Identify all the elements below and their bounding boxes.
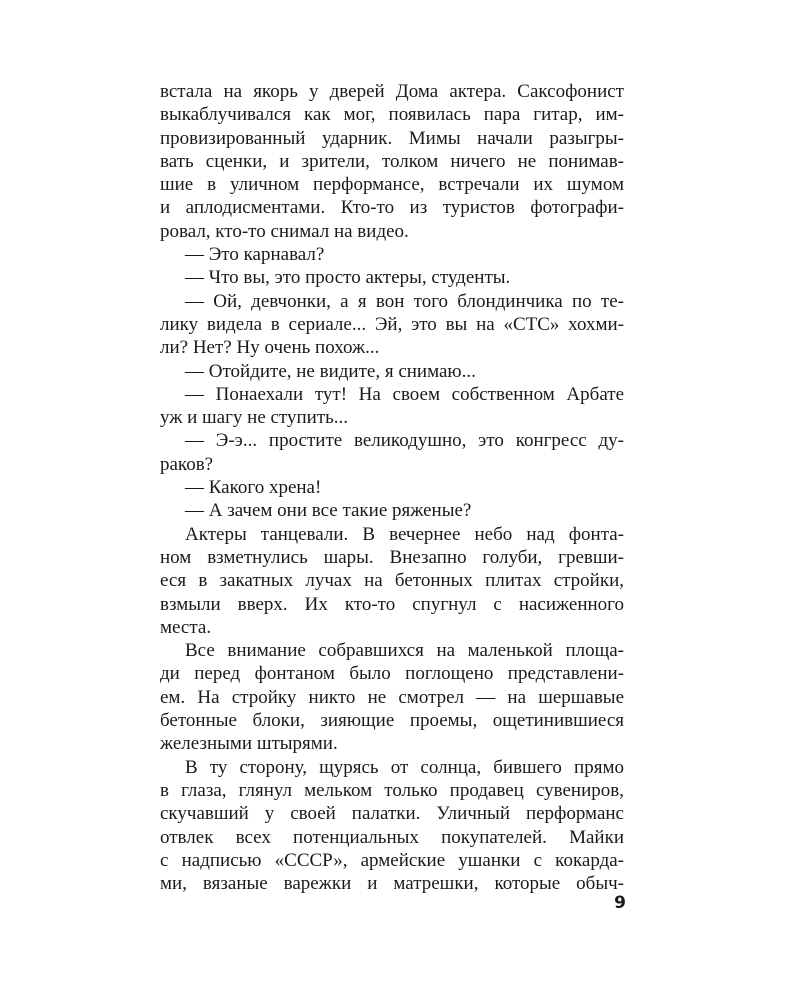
dialogue-line: — Э-э... простите великодушно, это конгресс ду- xyxy=(185,430,624,452)
page-body-text xyxy=(160,80,624,895)
dialogue-line: — А зачем они все такие ряженые? xyxy=(185,500,472,522)
paragraph-line: В ту сторону, щурясь от солнца, бившего прямо xyxy=(185,756,624,778)
text-line: встала на якорь у дверей Дома актера. Саксофонист xyxy=(160,81,624,102)
text-line: еся в закатных лучах на бетонных плитах стройки, xyxy=(160,570,624,592)
text-line: в глаза, глянул мельком только продавец сувениров, xyxy=(160,779,624,801)
text-line: железными штырями. xyxy=(160,733,338,755)
text-line: раков? xyxy=(160,453,214,475)
text-line: отвлек всех потенциальных покупателей. Майки xyxy=(160,826,624,848)
text-line: ди перед фонтаном было поглощено представлени- xyxy=(160,663,624,685)
text-line: уж и шагу не ступить... xyxy=(160,407,349,429)
text-line: шие в уличном перформансе, встречали их шумом xyxy=(160,174,624,196)
dialogue-line: — Ой, девчонки, а я вон того блондинчика по те- xyxy=(185,290,624,312)
text-line: ем. На стройку никто не смотрел — на шершавые xyxy=(160,686,624,708)
text-line: вать сценки, и зрители, толком ничего не понимав- xyxy=(160,150,624,172)
dialogue-line: — Понаехали тут! На своем собственном Арбате xyxy=(185,383,624,405)
text-line: провизированный ударник. Мимы начали разыгры- xyxy=(160,127,624,149)
text-line: ли? Нет? Ну очень похож... xyxy=(160,337,380,359)
text-line: взмыли вверх. Их кто-то спугнул с насиженного xyxy=(160,593,624,615)
text-line: скучавший у своей палатки. Уличный перформанс xyxy=(160,803,624,825)
dialogue-line: — Какого хрена! xyxy=(185,477,322,499)
paragraph-line: Актеры танцевали. В вечернее небо над фонта- xyxy=(185,523,624,545)
dialogue-line: — Что вы, это просто актеры, студенты. xyxy=(185,267,511,289)
text-line: с надписью «СССР», армейские ушанки с кокарда- xyxy=(160,849,624,871)
text-line: бетонные блоки, зияющие проемы, ощетинившиеся xyxy=(160,710,624,732)
text-line: выкаблучивался как мог, появилась пара гитар, им- xyxy=(160,104,624,126)
text-line: ровал, кто-то снимал на видео. xyxy=(160,220,409,242)
dialogue-line: — Это карнавал? xyxy=(185,244,325,266)
paragraph-line: Все внимание собравшихся на маленькой площа- xyxy=(185,640,624,662)
dialogue-line: — Отойдите, не видите, я снимаю... xyxy=(185,360,476,382)
text-line: лику видела в сериале... Эй, это вы на «СТС» хохми- xyxy=(160,313,624,335)
text-line: места. xyxy=(160,616,212,638)
text-line: ми, вязаные варежки и матрешки, которые обыч- xyxy=(160,873,624,895)
text-line: и аплодисментами. Кто-то из туристов фотографи- xyxy=(160,197,624,219)
text-line: ном взметнулись шары. Внезапно голуби, гревши- xyxy=(160,546,624,568)
page-number: 9 xyxy=(614,893,626,913)
